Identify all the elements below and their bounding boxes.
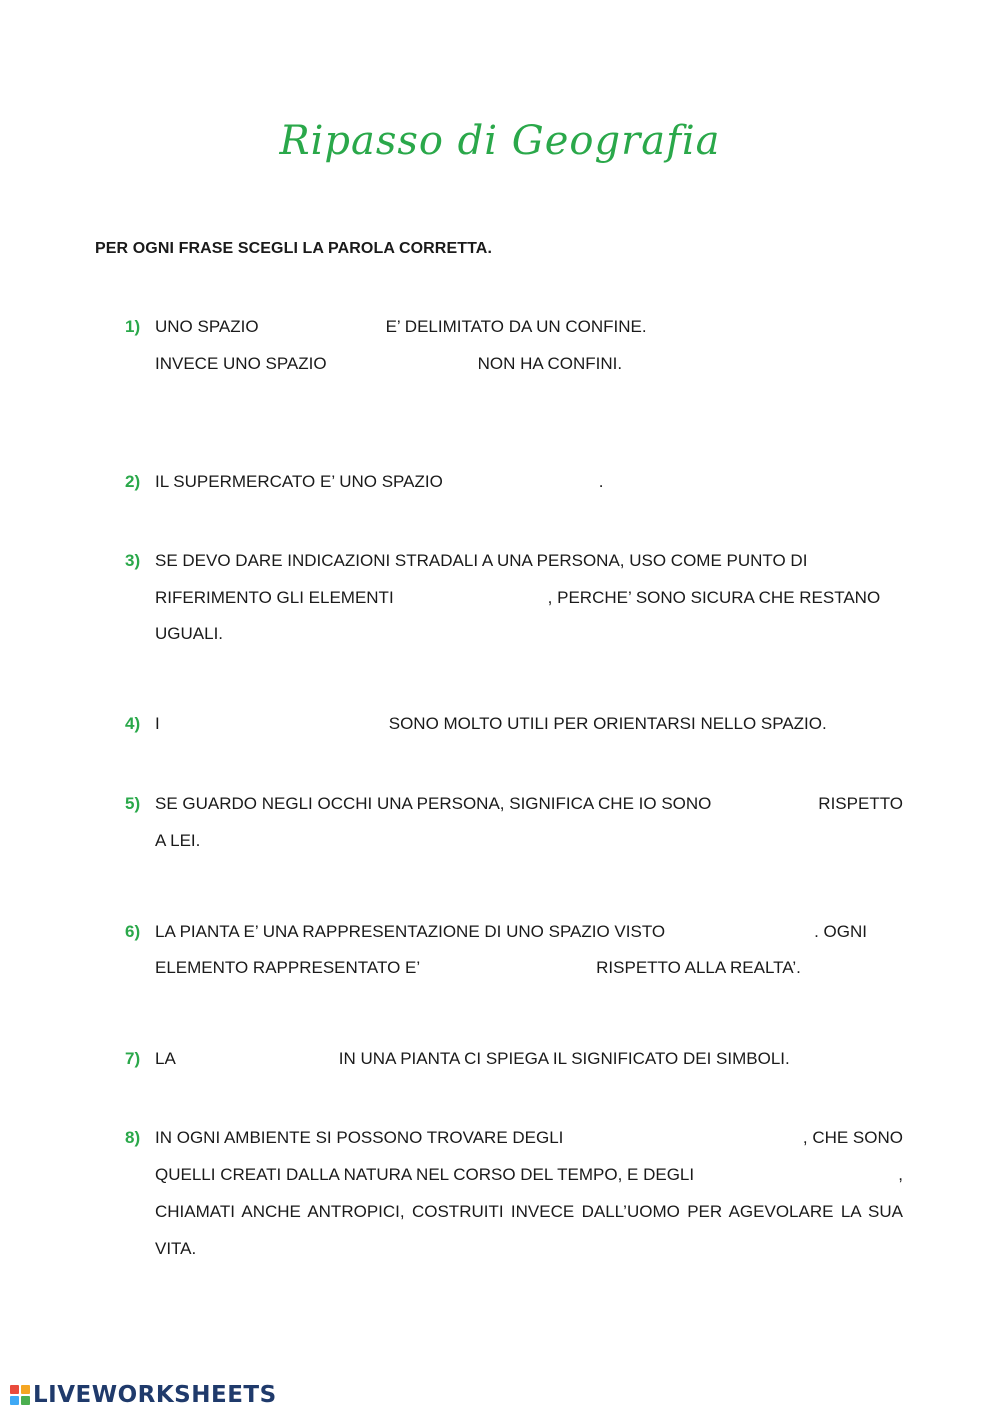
- answer-blank[interactable]: [443, 473, 599, 493]
- answer-blank[interactable]: [583, 1128, 783, 1148]
- answer-blank[interactable]: [394, 589, 548, 609]
- liveworksheets-logo[interactable]: [10, 1382, 277, 1408]
- question-line: ELEMENTO RAPPRESENTATO E’ RISPETTO ALLA REALTA’.: [155, 958, 801, 977]
- question-line: CHIAMATI ANCHE ANTROPICI, COSTRUITI INVECE DALL’UOMO PER AGEVOLARE LA SUA: [155, 1202, 903, 1221]
- question-number: 1): [125, 317, 141, 336]
- question-number: 3): [125, 551, 141, 570]
- answer-blank[interactable]: [670, 922, 810, 942]
- question-line: A LEI.: [155, 831, 201, 850]
- question-line: IN OGNI AMBIENTE SI POSSONO TROVARE DEGLI , CHE SONO: [155, 1128, 903, 1147]
- answer-blank[interactable]: [327, 355, 478, 375]
- question-number: 5): [125, 794, 141, 813]
- question-line: UNO SPAZIO E’ DELIMITATO DA UN CONFINE.: [155, 317, 647, 336]
- answer-blank[interactable]: [160, 715, 389, 735]
- question-line: VITA.: [155, 1239, 197, 1258]
- answer-blank[interactable]: [176, 1050, 339, 1070]
- question-line: LA PIANTA E’ UNA RAPPRESENTAZIONE DI UNO SPAZIO VISTO . OGNI: [155, 922, 867, 941]
- instruction-text: PER OGNI FRASE SCEGLI LA PAROLA CORRETTA.: [95, 240, 492, 257]
- question-line: QUELLI CREATI DALLA NATURA NEL CORSO DEL TEMPO, E DEGLI ,: [155, 1165, 903, 1184]
- question-line: SE DEVO DARE INDICAZIONI STRADALI A UNA PERSONA, USO COME PUNTO DI: [155, 551, 808, 570]
- answer-blank[interactable]: [420, 959, 596, 979]
- question-number: 6): [125, 922, 141, 941]
- page-title: Ripasso di Geografia: [279, 118, 721, 164]
- answer-blank[interactable]: [259, 318, 386, 338]
- answer-blank[interactable]: [706, 1165, 886, 1185]
- question-line: LA IN UNA PIANTA CI SPIEGA IL SIGNIFICATO DEI SIMBOLI.: [155, 1049, 790, 1068]
- logo-text: LIVEWORKSHEETS: [33, 1382, 277, 1408]
- question-number: 4): [125, 714, 141, 733]
- answer-blank[interactable]: [711, 794, 818, 814]
- question-line: IL SUPERMERCATO E’ UNO SPAZIO .: [155, 472, 604, 491]
- question-number: 8): [125, 1128, 141, 1147]
- question-number: 2): [125, 472, 141, 491]
- question-line: RIFERIMENTO GLI ELEMENTI , PERCHE’ SONO SICURA CHE RESTANO: [155, 588, 881, 607]
- logo-squares-icon: [10, 1385, 30, 1405]
- question-line: SE GUARDO NEGLI OCCHI UNA PERSONA, SIGNIFICA CHE IO SONO RISPETTO: [155, 794, 903, 813]
- question-line: I SONO MOLTO UTILI PER ORIENTARSI NELLO SPAZIO.: [155, 714, 827, 733]
- question-line: UGUALI.: [155, 624, 224, 643]
- question-number: 7): [125, 1049, 141, 1068]
- question-line: INVECE UNO SPAZIO NON HA CONFINI.: [155, 354, 623, 373]
